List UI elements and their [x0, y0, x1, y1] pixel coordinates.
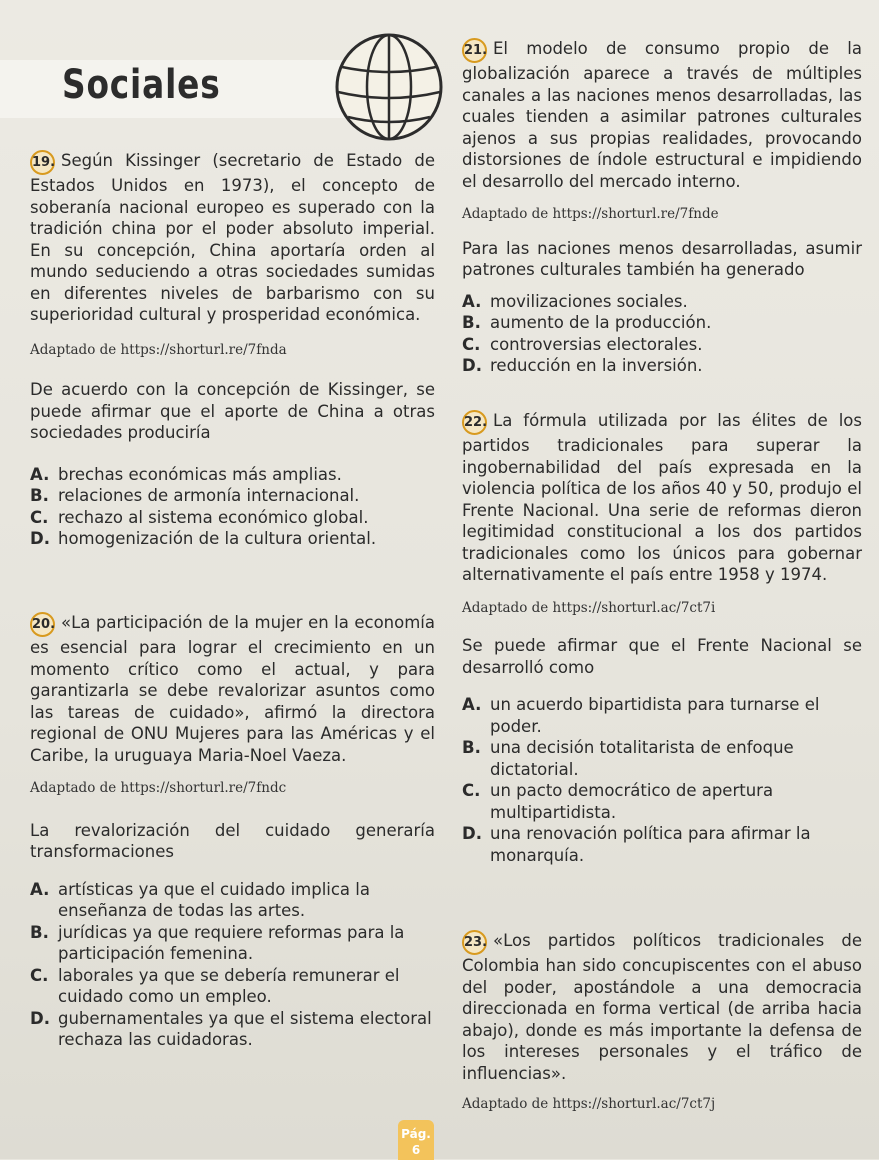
question-21-source: Adaptado de https://shorturl.re/7fnde [462, 206, 719, 222]
question-number-badge: 23. [462, 930, 487, 955]
question-22-source: Adaptado de https://shorturl.ac/7ct7i [462, 599, 716, 616]
question-22 [462, 410, 862, 866]
answer-option[interactable]: C. laborales ya que se debería remunerar el cuidado como un empleo. [30, 965, 400, 1006]
answer-option[interactable]: C. controversias electorales. [462, 334, 703, 354]
answer-option[interactable]: A. brechas económicas más amplias. [30, 464, 342, 484]
question-20-text: 20. «La participación de la mujer en la economía es esencial para lograr el crecimiento en un momento crítico como el actual, y para garantizarla se debe revalorizar asuntos como las tareas de cuidado», afirmó la directora regional de ONU Mujeres para las Américas y el Caribe, la uruguaya Maria-Noel Vaeza. [30, 613, 435, 765]
question-number-badge: 22. [462, 410, 487, 435]
answer-option[interactable]: D. homogenización de la cultura oriental. [30, 529, 377, 548]
question-21-text: 21. El modelo de consumo propio de la globalización aparece a través de múltiples canales a las naciones menos desarrolladas, las cuales tienden a asimilar patrones culturales ajenos a sus propias realidades, provocando distorsiones de índole estructural e impidiendo el desarrollo del mercado interno. [462, 39, 862, 191]
answer-option[interactable]: A. un acuerdo bipartidista para turnarse el poder. [462, 695, 820, 736]
question-19-options [30, 464, 435, 550]
question-20-source: Adaptado de https://shorturl.re/7fndc [30, 780, 287, 796]
answer-option[interactable]: D. una renovación política para afirmar la monarquía. [462, 824, 811, 865]
question-20 [30, 612, 435, 1051]
question-23 [462, 930, 862, 1116]
question-22-stem: Se puede afirmar que el Frente Nacional se desarrolló como [462, 636, 862, 677]
question-21-options [462, 291, 862, 377]
answer-option[interactable]: A. movilizaciones sociales. [462, 291, 688, 311]
question-number-badge: 19. [30, 150, 55, 175]
question-20-options [30, 879, 435, 1051]
answer-option[interactable]: B. aumento de la producción. [462, 313, 712, 332]
question-number-badge: 20. [30, 612, 55, 637]
section-title: Sociales [62, 62, 221, 108]
question-19 [30, 150, 435, 550]
answer-option[interactable]: C. rechazo al sistema económico global. [30, 507, 369, 527]
question-21-stem: Para las naciones menos desarrolladas, asumir patrones culturales también ha generado [462, 238, 862, 279]
question-22-options [462, 694, 862, 866]
answer-option[interactable]: B. relaciones de armonía internacional. [30, 486, 360, 505]
answer-option[interactable]: A. artísticas ya que el cuidado implica la enseñanza de todas las artes. [30, 879, 370, 920]
question-19-stem: De acuerdo con la concepción de Kissinger, se puede afirmar que el aporte de China a otras sociedades produciría [30, 380, 435, 442]
question-23-source: Adaptado de https://shorturl.ac/7ct7j [462, 1096, 716, 1112]
question-19-text: 19. Según Kissinger (secretario de Estado de Estados Unidos en 1973), el concepto de soberanía nacional europeo es superado con la tradición china por el poder absoluto imperial. En su concepción, China aportaría orden al mundo seduciendo a otras sociedades sumidas en diferentes niveles de barbarismo con su superioridad cultural y prosperidad económica. [30, 151, 435, 324]
answer-option[interactable]: B. jurídicas ya que requiere reformas para la participación femenina. [30, 922, 405, 963]
globe-icon [334, 32, 444, 142]
answer-option[interactable]: D. gubernamentales ya que el sistema electoral rechaza las cuidadoras. [30, 1008, 432, 1049]
answer-option[interactable]: B. una decisión totalitarista de enfoque dictatorial. [462, 738, 794, 779]
question-21 [462, 38, 862, 377]
question-19-source: Adaptado de https://shorturl.re/7fnda [30, 341, 287, 358]
answer-option[interactable]: C. un pacto democrático de apertura multipartidista. [462, 781, 774, 822]
page-number-tab: Pág. 6 [398, 1120, 434, 1160]
question-23-text: 23. «Los partidos políticos tradicionales de Colombia han sido concupiscentes con el abuso del poder, apostándole a una democracia direccionada en forma vertical (de arriba hacia abajo), donde es más importante la defensa de los intereses personales y el tráfico de influencias». [462, 931, 862, 1083]
question-22-text: 22. La fórmula utilizada por las élites de los partidos tradicionales para superar la ingobernabilidad del país expresada en la violencia política de los años 40 y 50, produjo el Frente Nacional. Una serie de reformas dieron legitimidad constitucional a los dos partidos tradicionales como los únicos para gobernar alternativamente el país entre 1958 y 1974. [462, 411, 862, 584]
question-20-stem: La revalorización del cuidado generaría transformaciones [30, 820, 435, 861]
answer-option[interactable]: D. reducción en la inversión. [462, 356, 703, 375]
question-number-badge: 21. [462, 38, 487, 63]
